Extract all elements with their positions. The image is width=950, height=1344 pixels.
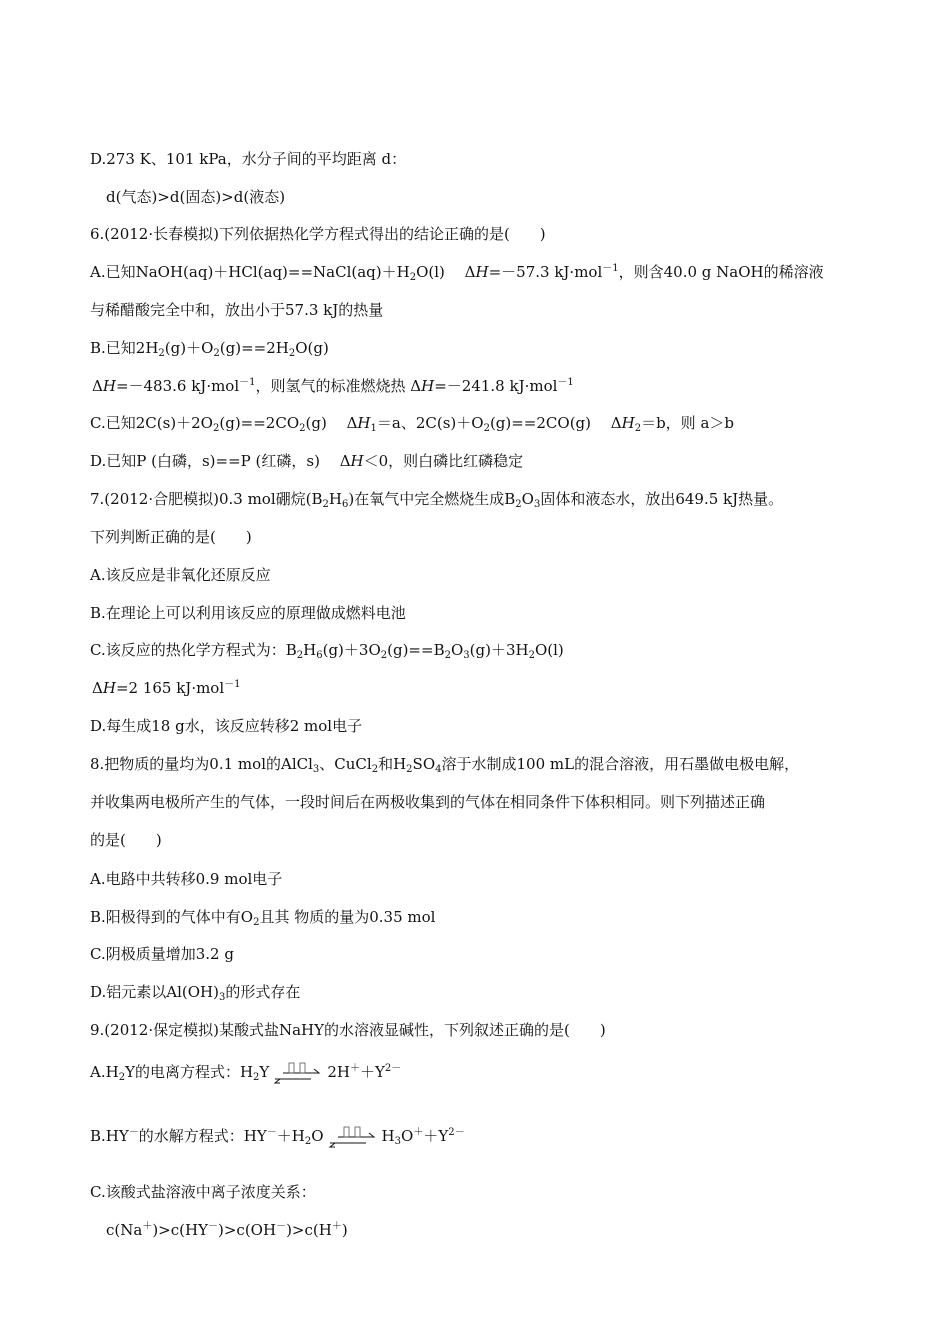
- q9-option-c: C.该酸式盐溶液中离子浓度关系：: [90, 1183, 316, 1201]
- q6-option-b-cont: ΔH=－483.6 kJ·mol$^{-1}$，则氢气的标准燃烧热 ΔH=－241.8 kJ·mol$^{-1}$: [92, 377, 574, 395]
- question-9-stem: 9.(2012·保定模拟)某酸式盐NaHY的水溶液显碱性，下列叙述正确的是( ): [90, 1021, 606, 1039]
- q6-option-c: C.已知$2C(s)+2O_2(g)==2CO_2(g)$ $\Delta H_1=a$、$2C(s)+O_2(g)==2CO(g)$ $\Delta H_2=b$，则 a＞b: [90, 414, 734, 434]
- q8-option-d: D.铝元素以$Al(OH)_3$的形式存在: [90, 983, 301, 1003]
- q8-option-b: B.阳极得到的气体中有$O_2$且其 物质的量为0.35 mol: [90, 908, 436, 928]
- question-6-stem: 6.(2012·长春模拟)下列依据热化学方程式得出的结论正确的是( ): [90, 225, 546, 243]
- q6-option-a: A.已知$NaOH(aq)+HCl(aq)==NaCl(aq)+H_2O(l)$ ΔH=－57.3 kJ·mol$^{-1}$，则含40.0 g NaOH的稀溶液: [90, 263, 824, 283]
- q7-option-a: A.该反应是非氧化还原反应: [90, 566, 271, 584]
- q6-option-b: B.已知$2H_2(g)+O_2(g)==2H_2O(g)$: [90, 339, 329, 359]
- q7-option-b: B.在理论上可以利用该反应的原理做成燃料电池: [90, 604, 406, 622]
- question-7-stem-cont: 下列判断正确的是( ): [90, 528, 252, 546]
- q8-option-a: A.电路中共转移0.9 mol电子: [90, 870, 283, 888]
- q7-option-d: D.每生成18 g水，该反应转移2 mol电子: [90, 717, 363, 735]
- q7-option-c-cont: ΔH=2 165 kJ·mol$^{-1}$: [92, 679, 241, 697]
- q6-option-a-cont: 与稀醋酸完全中和，放出小于57.3 kJ的热量: [90, 301, 384, 319]
- option-d-q5: D.273 K、101 kPa，水分子间的平均距离 d：: [90, 150, 407, 168]
- question-8-stem-cont-1: 并收集两电极所产生的气体，一段时间后在两极收集到的气体在相同条件下体积相同。则下列描述正确: [90, 793, 766, 811]
- equilibrium-arrow-icon: [328, 1123, 376, 1157]
- question-8-stem: 8.把物质的量均为0.1 mol的AlCl$_3$、CuCl$_2$和$H_2SO_4$溶于水制成100 mL的混合溶液，用石墨做电极电解，: [90, 755, 800, 775]
- q9-option-c-cont: c(Na＋)>c(HY－)>c(OH－)>c(H＋): [106, 1221, 348, 1239]
- q8-option-c: C.阴极质量增加3.2 g: [90, 945, 234, 963]
- q6-option-d: D.已知P (白磷，s)==P (红磷，s) ΔH＜0，则白磷比红磷稳定: [90, 452, 524, 470]
- q9-option-a: $A.H_2Y$的电离方程式：$H_2Y$ $2H^++Y^{2-}$: [90, 1059, 401, 1093]
- question-7-stem: 7.(2012·合肥模拟)0.3 mol硼烷$(B_2H_6)$在氧气中完全燃烧生成$B_2O_3$固体和液态水，放出649.5 kJ热量。: [90, 490, 784, 510]
- q9-option-b: B.HY－的水解方程式：$HY^-+H_2O$ $H_3O^++Y^{2-}$: [90, 1123, 465, 1157]
- equilibrium-arrow-icon: [273, 1059, 321, 1093]
- question-8-stem-cont-2: 的是( ): [90, 831, 162, 849]
- option-d-q5-cont: d(气态)>d(固态)>d(液态): [106, 188, 286, 206]
- q7-option-c: C.该反应的热化学方程式为：$B_2H_6(g)+3O_2(g)==B_2O_3(g)+3H_2O(l)$: [90, 641, 564, 661]
